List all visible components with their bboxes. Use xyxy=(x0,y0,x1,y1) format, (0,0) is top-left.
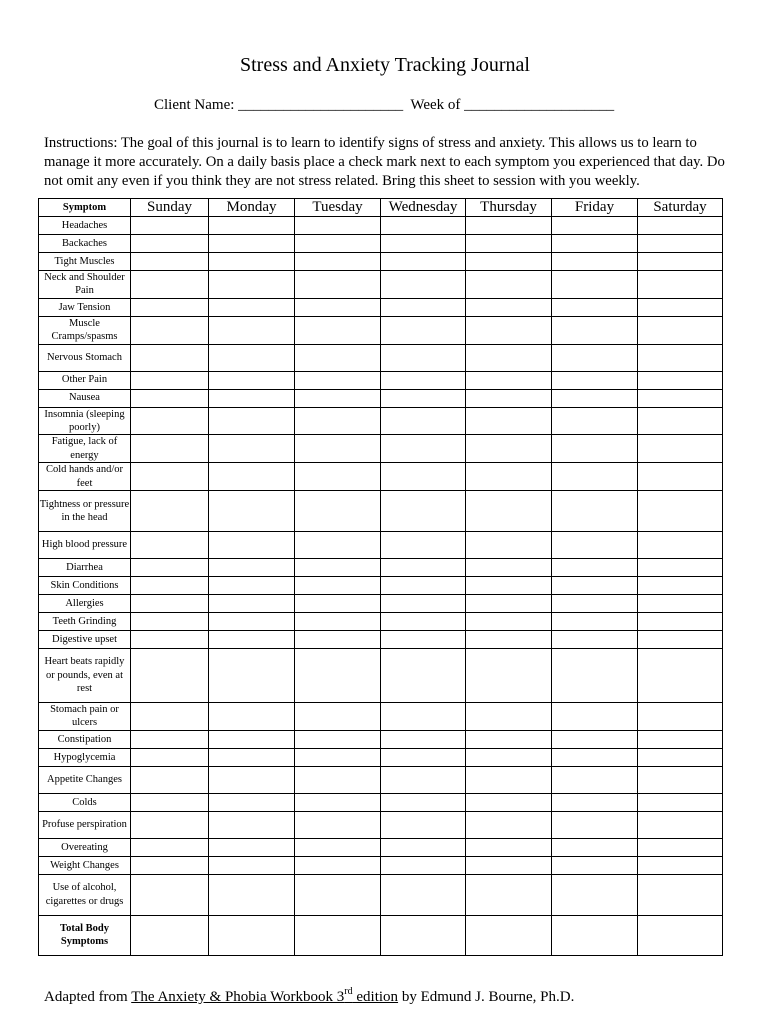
check-cell-monday[interactable] xyxy=(209,298,295,316)
check-cell-friday[interactable] xyxy=(552,649,638,703)
symptom-label: Allergies xyxy=(39,595,131,613)
check-cell-sunday[interactable] xyxy=(131,435,209,463)
check-cell-monday[interactable] xyxy=(209,463,295,491)
check-cell-wednesday[interactable] xyxy=(381,874,466,915)
symptom-row xyxy=(39,316,723,344)
header-row xyxy=(39,199,723,217)
check-cell-saturday[interactable] xyxy=(638,613,723,631)
symptom-row xyxy=(39,631,723,649)
check-cell-saturday[interactable] xyxy=(638,253,723,271)
check-cell-wednesday[interactable] xyxy=(381,559,466,577)
symptom-row xyxy=(39,407,723,435)
symptom-label: Profuse perspiration xyxy=(39,811,131,838)
check-cell-tuesday[interactable] xyxy=(295,838,381,856)
check-cell-thursday[interactable] xyxy=(466,613,552,631)
client-name-label: Client Name: xyxy=(154,97,235,113)
check-cell-saturday[interactable] xyxy=(638,838,723,856)
symptom-label: Overeating xyxy=(39,838,131,856)
check-cell-tuesday[interactable] xyxy=(295,491,381,532)
check-cell-thursday[interactable] xyxy=(466,344,552,371)
check-cell-saturday[interactable] xyxy=(638,631,723,649)
check-cell-thursday[interactable] xyxy=(466,703,552,731)
check-cell-saturday[interactable] xyxy=(638,316,723,344)
day-header-monday: Monday xyxy=(209,199,295,217)
symptom-row xyxy=(39,730,723,748)
symptom-label: Tight Muscles xyxy=(39,253,131,271)
check-cell-friday[interactable] xyxy=(552,915,638,955)
symptom-label: Backaches xyxy=(39,235,131,253)
check-cell-sunday[interactable] xyxy=(131,595,209,613)
symptom-column-header: Symptom xyxy=(39,199,131,217)
check-cell-saturday[interactable] xyxy=(638,748,723,766)
check-cell-saturday[interactable] xyxy=(638,298,723,316)
check-cell-monday[interactable] xyxy=(209,838,295,856)
check-cell-saturday[interactable] xyxy=(638,703,723,731)
check-cell-tuesday[interactable] xyxy=(295,730,381,748)
check-cell-thursday[interactable] xyxy=(466,271,552,299)
check-cell-wednesday[interactable] xyxy=(381,217,466,235)
check-cell-thursday[interactable] xyxy=(466,811,552,838)
book-title-text: The Anxiety & Phobia Workbook 3 xyxy=(131,989,345,1005)
symptom-label: Hypoglycemia xyxy=(39,748,131,766)
day-header-sunday: Sunday xyxy=(131,199,209,217)
symptom-label: Constipation xyxy=(39,730,131,748)
check-cell-tuesday[interactable] xyxy=(295,435,381,463)
symptom-label: Heart beats rapidly or pounds, even at rest xyxy=(39,649,131,703)
check-cell-friday[interactable] xyxy=(552,371,638,389)
check-cell-tuesday[interactable] xyxy=(295,559,381,577)
check-cell-friday[interactable] xyxy=(552,793,638,811)
client-name-field[interactable]: ______________________ xyxy=(238,97,404,113)
check-cell-saturday[interactable] xyxy=(638,595,723,613)
week-of-label: Week of xyxy=(410,97,461,113)
check-cell-saturday[interactable] xyxy=(638,649,723,703)
check-cell-thursday[interactable] xyxy=(466,856,552,874)
check-cell-tuesday[interactable] xyxy=(295,631,381,649)
check-cell-thursday[interactable] xyxy=(466,253,552,271)
symptom-row xyxy=(39,748,723,766)
check-cell-tuesday[interactable] xyxy=(295,811,381,838)
symptom-label: Neck and Shoulder Pain xyxy=(39,271,131,299)
check-cell-monday[interactable] xyxy=(209,217,295,235)
check-cell-tuesday[interactable] xyxy=(295,344,381,371)
symptom-label: Diarrhea xyxy=(39,559,131,577)
check-cell-sunday[interactable] xyxy=(131,344,209,371)
symptom-row xyxy=(39,838,723,856)
check-cell-monday[interactable] xyxy=(209,766,295,793)
client-info-line xyxy=(154,97,614,114)
symptom-label: Appetite Changes xyxy=(39,766,131,793)
check-cell-monday[interactable] xyxy=(209,532,295,559)
check-cell-sunday[interactable] xyxy=(131,217,209,235)
check-cell-saturday[interactable] xyxy=(638,874,723,915)
check-cell-monday[interactable] xyxy=(209,316,295,344)
check-cell-friday[interactable] xyxy=(552,463,638,491)
check-cell-sunday[interactable] xyxy=(131,874,209,915)
check-cell-monday[interactable] xyxy=(209,874,295,915)
check-cell-thursday[interactable] xyxy=(466,915,552,955)
check-cell-monday[interactable] xyxy=(209,748,295,766)
week-of-field[interactable]: ____________________ xyxy=(464,97,615,113)
check-cell-saturday[interactable] xyxy=(638,577,723,595)
symptom-label: High blood pressure xyxy=(39,532,131,559)
check-cell-friday[interactable] xyxy=(552,595,638,613)
check-cell-monday[interactable] xyxy=(209,344,295,371)
symptom-label: Muscle Cramps/spasms xyxy=(39,316,131,344)
check-cell-sunday[interactable] xyxy=(131,856,209,874)
check-cell-saturday[interactable] xyxy=(638,491,723,532)
check-cell-tuesday[interactable] xyxy=(295,577,381,595)
day-header-saturday: Saturday xyxy=(638,199,723,217)
check-cell-saturday[interactable] xyxy=(638,344,723,371)
check-cell-saturday[interactable] xyxy=(638,766,723,793)
check-cell-wednesday[interactable] xyxy=(381,271,466,299)
check-cell-friday[interactable] xyxy=(552,748,638,766)
check-cell-friday[interactable] xyxy=(552,703,638,731)
instructions-text: Instructions: The goal of this journal is to learn to identify signs of stress and anxiety. This allows us to learn to manage it more accurately. On a daily basis place a check mark next to each symptom you experienced that day. Do not omit any even if you think they are not stress related. Bring this sheet to session with you weekly. xyxy=(44,135,725,189)
check-cell-wednesday[interactable] xyxy=(381,649,466,703)
check-cell-tuesday[interactable] xyxy=(295,595,381,613)
check-cell-friday[interactable] xyxy=(552,217,638,235)
symptom-row xyxy=(39,298,723,316)
symptom-row xyxy=(39,271,723,299)
check-cell-thursday[interactable] xyxy=(466,748,552,766)
check-cell-tuesday[interactable] xyxy=(295,766,381,793)
check-cell-sunday[interactable] xyxy=(131,253,209,271)
symptom-row xyxy=(39,463,723,491)
check-cell-wednesday[interactable] xyxy=(381,298,466,316)
check-cell-wednesday[interactable] xyxy=(381,811,466,838)
check-cell-saturday[interactable] xyxy=(638,793,723,811)
symptom-row xyxy=(39,344,723,371)
day-header-tuesday: Tuesday xyxy=(295,199,381,217)
symptom-tracking-table xyxy=(38,198,723,956)
symptom-row xyxy=(39,766,723,793)
check-cell-wednesday[interactable] xyxy=(381,344,466,371)
check-cell-monday[interactable] xyxy=(209,407,295,435)
check-cell-thursday[interactable] xyxy=(466,577,552,595)
check-cell-sunday[interactable] xyxy=(131,235,209,253)
check-cell-monday[interactable] xyxy=(209,435,295,463)
check-cell-wednesday[interactable] xyxy=(381,631,466,649)
check-cell-saturday[interactable] xyxy=(638,217,723,235)
check-cell-sunday[interactable] xyxy=(131,463,209,491)
check-cell-wednesday[interactable] xyxy=(381,389,466,407)
check-cell-tuesday[interactable] xyxy=(295,856,381,874)
check-cell-friday[interactable] xyxy=(552,435,638,463)
citation-suffix: by Edmund J. Bourne, Ph.D. xyxy=(398,989,575,1005)
check-cell-monday[interactable] xyxy=(209,559,295,577)
check-cell-wednesday[interactable] xyxy=(381,730,466,748)
check-cell-wednesday[interactable] xyxy=(381,371,466,389)
check-cell-sunday[interactable] xyxy=(131,407,209,435)
journal-title: Stress and Anxiety Tracking Journal xyxy=(240,54,530,76)
check-cell-tuesday[interactable] xyxy=(295,298,381,316)
check-cell-friday[interactable] xyxy=(552,235,638,253)
check-cell-friday[interactable] xyxy=(552,316,638,344)
check-cell-wednesday[interactable] xyxy=(381,915,466,955)
edition-word: edition xyxy=(352,989,399,1005)
check-cell-saturday[interactable] xyxy=(638,915,723,955)
check-cell-tuesday[interactable] xyxy=(295,389,381,407)
check-cell-friday[interactable] xyxy=(552,766,638,793)
check-cell-sunday[interactable] xyxy=(131,915,209,955)
symptom-label: Nervous Stomach xyxy=(39,344,131,371)
symptom-row xyxy=(39,435,723,463)
check-cell-sunday[interactable] xyxy=(131,703,209,731)
check-cell-tuesday[interactable] xyxy=(295,915,381,955)
check-cell-thursday[interactable] xyxy=(466,595,552,613)
check-cell-monday[interactable] xyxy=(209,253,295,271)
symptom-row xyxy=(39,595,723,613)
check-cell-saturday[interactable] xyxy=(638,463,723,491)
symptom-row xyxy=(39,559,723,577)
check-cell-friday[interactable] xyxy=(552,631,638,649)
check-cell-wednesday[interactable] xyxy=(381,253,466,271)
check-cell-wednesday[interactable] xyxy=(381,766,466,793)
check-cell-thursday[interactable] xyxy=(466,435,552,463)
check-cell-monday[interactable] xyxy=(209,271,295,299)
symptom-row xyxy=(39,235,723,253)
check-cell-tuesday[interactable] xyxy=(295,371,381,389)
check-cell-thursday[interactable] xyxy=(466,491,552,532)
check-cell-saturday[interactable] xyxy=(638,532,723,559)
check-cell-tuesday[interactable] xyxy=(295,407,381,435)
symptom-label: Headaches xyxy=(39,217,131,235)
check-cell-monday[interactable] xyxy=(209,730,295,748)
check-cell-saturday[interactable] xyxy=(638,389,723,407)
check-cell-thursday[interactable] xyxy=(466,217,552,235)
symptom-label: Other Pain xyxy=(39,371,131,389)
check-cell-monday[interactable] xyxy=(209,595,295,613)
symptom-row xyxy=(39,874,723,915)
check-cell-saturday[interactable] xyxy=(638,730,723,748)
check-cell-thursday[interactable] xyxy=(466,730,552,748)
check-cell-wednesday[interactable] xyxy=(381,595,466,613)
symptom-label: Stomach pain or ulcers xyxy=(39,703,131,731)
check-cell-thursday[interactable] xyxy=(466,316,552,344)
symptom-label: Colds xyxy=(39,793,131,811)
check-cell-thursday[interactable] xyxy=(466,559,552,577)
check-cell-sunday[interactable] xyxy=(131,389,209,407)
check-cell-sunday[interactable] xyxy=(131,271,209,299)
symptom-label: Jaw Tension xyxy=(39,298,131,316)
check-cell-tuesday[interactable] xyxy=(295,613,381,631)
check-cell-sunday[interactable] xyxy=(131,766,209,793)
citation-book-title xyxy=(131,986,399,1005)
citation-prefix: Adapted from xyxy=(44,989,132,1005)
check-cell-tuesday[interactable] xyxy=(295,793,381,811)
check-cell-monday[interactable] xyxy=(209,371,295,389)
check-cell-monday[interactable] xyxy=(209,577,295,595)
symptom-label: Tightness or pressure in the head xyxy=(39,491,131,532)
check-cell-sunday[interactable] xyxy=(131,793,209,811)
check-cell-friday[interactable] xyxy=(552,613,638,631)
check-cell-sunday[interactable] xyxy=(131,730,209,748)
check-cell-thursday[interactable] xyxy=(466,463,552,491)
symptom-row xyxy=(39,703,723,731)
symptom-row xyxy=(39,793,723,811)
check-cell-saturday[interactable] xyxy=(638,235,723,253)
symptom-row xyxy=(39,649,723,703)
check-cell-monday[interactable] xyxy=(209,235,295,253)
check-cell-thursday[interactable] xyxy=(466,371,552,389)
check-cell-tuesday[interactable] xyxy=(295,874,381,915)
check-cell-friday[interactable] xyxy=(552,532,638,559)
check-cell-friday[interactable] xyxy=(552,298,638,316)
check-cell-friday[interactable] xyxy=(552,856,638,874)
check-cell-tuesday[interactable] xyxy=(295,235,381,253)
check-cell-saturday[interactable] xyxy=(638,271,723,299)
check-cell-saturday[interactable] xyxy=(638,811,723,838)
edition-superscript: rd xyxy=(344,986,353,997)
check-cell-saturday[interactable] xyxy=(638,435,723,463)
check-cell-monday[interactable] xyxy=(209,915,295,955)
check-cell-monday[interactable] xyxy=(209,703,295,731)
check-cell-wednesday[interactable] xyxy=(381,463,466,491)
check-cell-wednesday[interactable] xyxy=(381,407,466,435)
check-cell-monday[interactable] xyxy=(209,856,295,874)
check-cell-tuesday[interactable] xyxy=(295,532,381,559)
check-cell-monday[interactable] xyxy=(209,613,295,631)
symptom-row xyxy=(39,371,723,389)
symptom-label: Digestive upset xyxy=(39,631,131,649)
check-cell-wednesday[interactable] xyxy=(381,703,466,731)
check-cell-thursday[interactable] xyxy=(466,649,552,703)
check-cell-tuesday[interactable] xyxy=(295,649,381,703)
total-row xyxy=(39,915,723,955)
check-cell-friday[interactable] xyxy=(552,407,638,435)
check-cell-tuesday[interactable] xyxy=(295,316,381,344)
check-cell-wednesday[interactable] xyxy=(381,613,466,631)
check-cell-friday[interactable] xyxy=(552,874,638,915)
symptom-label: Cold hands and/or feet xyxy=(39,463,131,491)
symptom-row xyxy=(39,577,723,595)
check-cell-friday[interactable] xyxy=(552,271,638,299)
check-cell-thursday[interactable] xyxy=(466,235,552,253)
symptom-row xyxy=(39,811,723,838)
check-cell-sunday[interactable] xyxy=(131,748,209,766)
check-cell-wednesday[interactable] xyxy=(381,748,466,766)
check-cell-wednesday[interactable] xyxy=(381,838,466,856)
check-cell-wednesday[interactable] xyxy=(381,435,466,463)
check-cell-thursday[interactable] xyxy=(466,631,552,649)
check-cell-thursday[interactable] xyxy=(466,838,552,856)
check-cell-wednesday[interactable] xyxy=(381,235,466,253)
check-cell-sunday[interactable] xyxy=(131,532,209,559)
check-cell-friday[interactable] xyxy=(552,253,638,271)
symptom-label: Skin Conditions xyxy=(39,577,131,595)
check-cell-monday[interactable] xyxy=(209,811,295,838)
check-cell-sunday[interactable] xyxy=(131,649,209,703)
check-cell-thursday[interactable] xyxy=(466,407,552,435)
check-cell-tuesday[interactable] xyxy=(295,748,381,766)
symptom-row xyxy=(39,856,723,874)
check-cell-monday[interactable] xyxy=(209,631,295,649)
check-cell-friday[interactable] xyxy=(552,811,638,838)
check-cell-saturday[interactable] xyxy=(638,371,723,389)
symptom-row xyxy=(39,389,723,407)
symptom-label: Use of alcohol, cigarettes or drugs xyxy=(39,874,131,915)
check-cell-saturday[interactable] xyxy=(638,559,723,577)
check-cell-sunday[interactable] xyxy=(131,577,209,595)
check-cell-thursday[interactable] xyxy=(466,532,552,559)
check-cell-sunday[interactable] xyxy=(131,613,209,631)
check-cell-wednesday[interactable] xyxy=(381,856,466,874)
symptom-label: Teeth Grinding xyxy=(39,613,131,631)
check-cell-tuesday[interactable] xyxy=(295,463,381,491)
day-header-thursday: Thursday xyxy=(466,199,552,217)
check-cell-wednesday[interactable] xyxy=(381,532,466,559)
check-cell-sunday[interactable] xyxy=(131,316,209,344)
check-cell-sunday[interactable] xyxy=(131,631,209,649)
check-cell-friday[interactable] xyxy=(552,838,638,856)
check-cell-wednesday[interactable] xyxy=(381,491,466,532)
check-cell-friday[interactable] xyxy=(552,559,638,577)
check-cell-sunday[interactable] xyxy=(131,298,209,316)
check-cell-wednesday[interactable] xyxy=(381,793,466,811)
symptom-rows xyxy=(39,217,723,956)
check-cell-tuesday[interactable] xyxy=(295,703,381,731)
check-cell-tuesday[interactable] xyxy=(295,253,381,271)
check-cell-friday[interactable] xyxy=(552,344,638,371)
symptom-label: Insomnia (sleeping poorly) xyxy=(39,407,131,435)
check-cell-sunday[interactable] xyxy=(131,559,209,577)
check-cell-friday[interactable] xyxy=(552,730,638,748)
check-cell-sunday[interactable] xyxy=(131,838,209,856)
check-cell-wednesday[interactable] xyxy=(381,577,466,595)
check-cell-thursday[interactable] xyxy=(466,874,552,915)
check-cell-thursday[interactable] xyxy=(466,389,552,407)
citation-footer xyxy=(44,986,575,1006)
check-cell-tuesday[interactable] xyxy=(295,217,381,235)
symptom-row xyxy=(39,217,723,235)
symptom-label: Nausea xyxy=(39,389,131,407)
check-cell-thursday[interactable] xyxy=(466,766,552,793)
symptom-row xyxy=(39,613,723,631)
symptom-row xyxy=(39,532,723,559)
check-cell-wednesday[interactable] xyxy=(381,316,466,344)
check-cell-sunday[interactable] xyxy=(131,371,209,389)
symptom-row xyxy=(39,491,723,532)
day-header-friday: Friday xyxy=(552,199,638,217)
symptom-row xyxy=(39,253,723,271)
check-cell-monday[interactable] xyxy=(209,793,295,811)
check-cell-sunday[interactable] xyxy=(131,811,209,838)
check-cell-friday[interactable] xyxy=(552,577,638,595)
symptom-label: Weight Changes xyxy=(39,856,131,874)
check-cell-monday[interactable] xyxy=(209,649,295,703)
day-header-wednesday: Wednesday xyxy=(381,199,466,217)
check-cell-friday[interactable] xyxy=(552,389,638,407)
check-cell-monday[interactable] xyxy=(209,389,295,407)
check-cell-sunday[interactable] xyxy=(131,491,209,532)
symptom-label: Fatigue, lack of energy xyxy=(39,435,131,463)
check-cell-monday[interactable] xyxy=(209,491,295,532)
total-body-symptoms-label: Total Body Symptoms xyxy=(39,915,131,955)
check-cell-tuesday[interactable] xyxy=(295,271,381,299)
check-cell-friday[interactable] xyxy=(552,491,638,532)
check-cell-thursday[interactable] xyxy=(466,298,552,316)
check-cell-saturday[interactable] xyxy=(638,407,723,435)
check-cell-saturday[interactable] xyxy=(638,856,723,874)
check-cell-thursday[interactable] xyxy=(466,793,552,811)
